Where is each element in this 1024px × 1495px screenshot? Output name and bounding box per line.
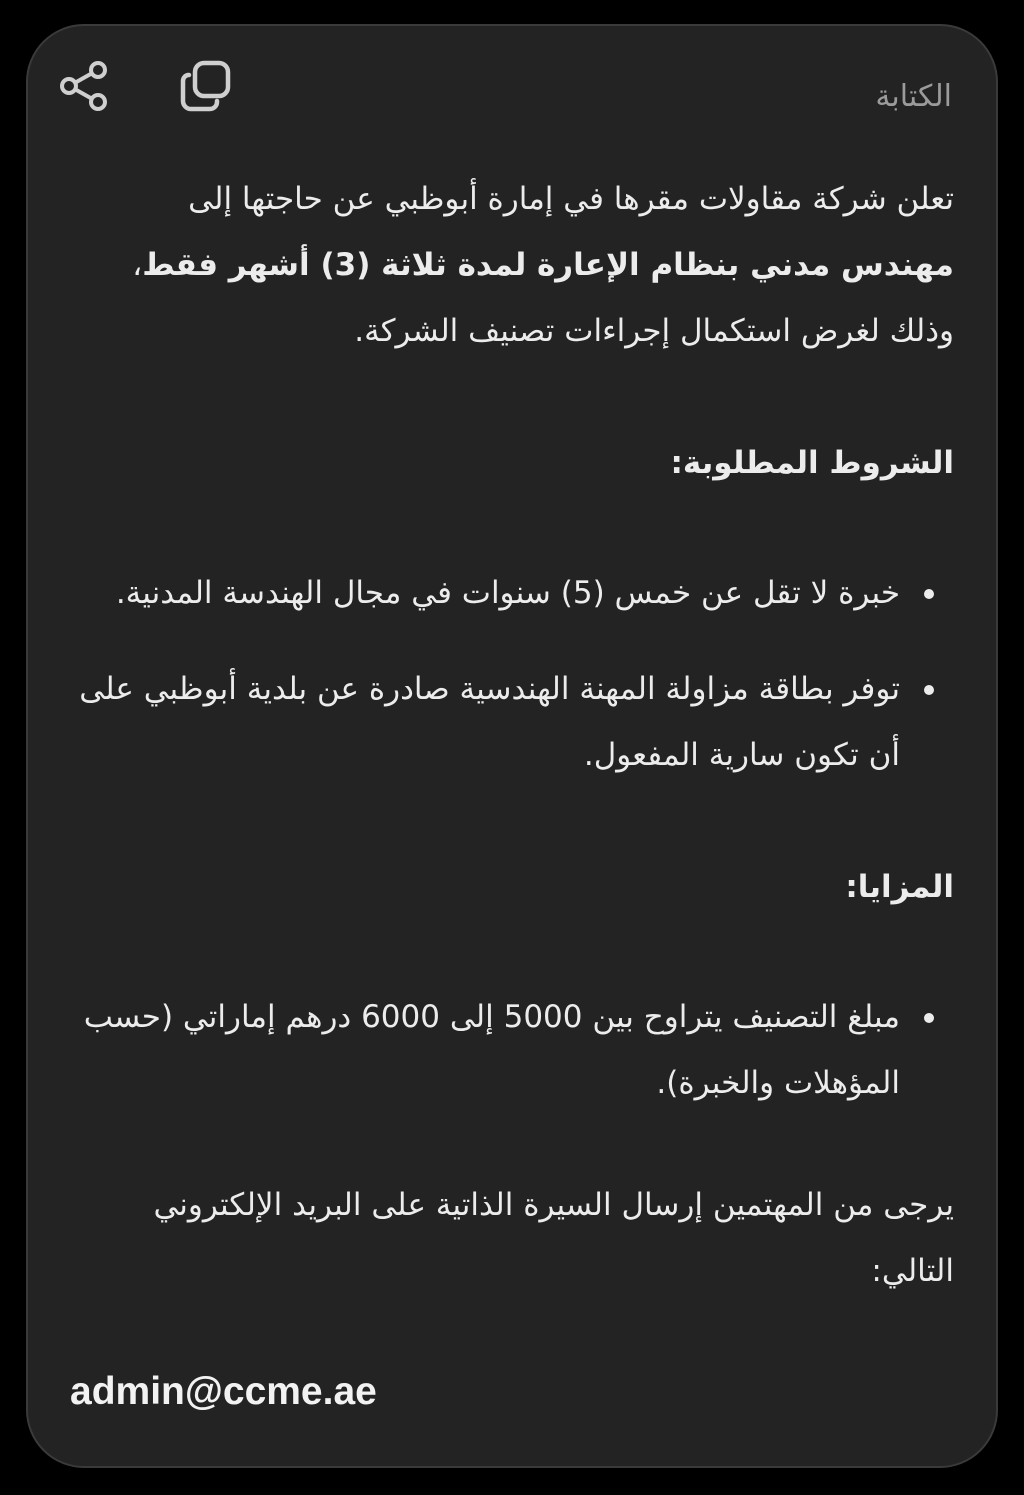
- benefits-heading: المزايا:: [845, 869, 954, 905]
- message-content: [70, 166, 954, 1304]
- copy-icon: [178, 58, 234, 114]
- share-icon: [57, 59, 111, 113]
- card-title: الكتابة: [875, 79, 952, 114]
- requirements-heading: الشروط المطلوبة:: [670, 445, 954, 481]
- copy-button[interactable]: [174, 54, 238, 118]
- writing-card: [26, 24, 998, 1468]
- card-header: [28, 26, 996, 146]
- list-item: توفر بطاقة مزاولة المهنة الهندسية صادرة عن بلدية أبوظبي على أن تكون سارية المفعول.: [70, 656, 900, 788]
- intro-text-bold: مهندس مدني بنظام الإعارة لمدة ثلاثة (3) أشهر فقط: [142, 247, 954, 283]
- list-item: خبرة لا تقل عن خمس (5) سنوات في مجال الهندسة المدنية.: [70, 560, 900, 626]
- email-address[interactable]: admin@ccme.ae: [70, 1370, 377, 1413]
- closing-paragraph: يرجى من المهتمين إرسال السيرة الذاتية على البريد الإلكتروني التالي:: [153, 1187, 954, 1289]
- list-item: مبلغ التصنيف يتراوح بين 5000 إلى 6000 درهم إماراتي (حسب المؤهلات والخبرة).: [70, 984, 900, 1116]
- share-button[interactable]: [52, 54, 116, 118]
- intro-text-part2: ، وذلك لغرض استكمال إجراءات تصنيف الشركة.: [132, 247, 954, 349]
- intro-paragraph: [70, 166, 954, 364]
- benefits-list: [70, 984, 954, 1116]
- requirements-list: [70, 560, 954, 788]
- intro-text-part1: تعلن شركة مقاولات مقرها في إمارة أبوظبي عن حاجتها إلى: [188, 181, 954, 217]
